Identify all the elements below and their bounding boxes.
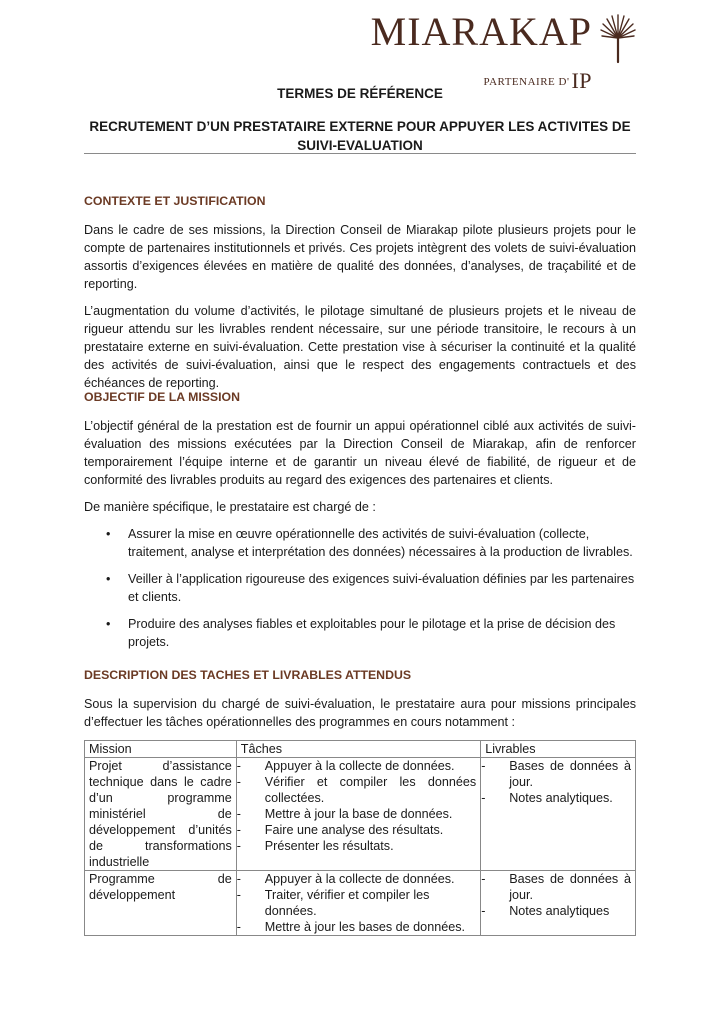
dash-icon: - xyxy=(236,759,241,773)
paragraph: Sous la supervision du chargé de suivi-évaluation, le prestataire aura pour missions principales d’effectuer les tâches opérationnelles des programmes en cours notamment : xyxy=(84,697,636,729)
table-header-row xyxy=(85,741,636,758)
document-subtitle: RECRUTEMENT D’UN PRESTATAIRE EXTERNE POUR APPUYER LES ACTIVITES DE SUIVI-EVALUATION xyxy=(89,119,631,153)
list-item-text: Veiller à l’application rigoureuse des exigences suivi-évaluation définies par les partenaires et clients. xyxy=(128,572,635,604)
mission-cell: Programme de développement xyxy=(85,871,237,936)
task-item xyxy=(236,774,477,806)
list-item-text: Produire des analyses fiables et exploitables pour le pilotage et la prise de décision des projets. xyxy=(128,617,616,649)
miarakap-logo xyxy=(370,9,638,94)
deliverable-item xyxy=(481,871,631,903)
dash-icon: - xyxy=(236,920,241,934)
bullet-icon: • xyxy=(106,617,111,631)
list-item xyxy=(84,615,636,651)
tasks-table xyxy=(84,740,636,936)
dash-icon: - xyxy=(236,775,241,789)
dash-icon: - xyxy=(481,791,486,805)
task-text: Appuyer à la collecte de données. xyxy=(264,759,455,773)
paragraph: L’augmentation du volume d’activités, le pilotage simultané de plusieurs projets et le niveau de rigueur attendu sur les livrables rendent nécessaire, sur une période transitoire, le recours à un prestataire externe en suivi-évaluation. Cette prestation vise à sécuriser la continuité et la qualité des activités de suivi-évaluation, ainsi que le respect des engagements contractuels et des échéances de reporting. xyxy=(84,304,636,390)
section-heading: DESCRIPTION DES TACHES ET LIVRABLES ATTENDUS xyxy=(84,668,412,682)
dash-icon: - xyxy=(481,904,486,918)
task-text: Faire une analyse des résultats. xyxy=(264,823,444,837)
livrables-cell xyxy=(481,758,636,871)
task-text: Mettre à jour la base de données. xyxy=(264,807,453,821)
mission-cell: Projet d’assistance technique dans le cadre d’un programme ministériel de développement d’unités de transformations industrielle xyxy=(85,758,237,871)
paragraph: Dans le cadre de ses missions, la Direction Conseil de Miarakap pilote plusieurs projets pour le compte de partenaires institutionnels et privés. Ces projets intègrent des volets de suivi-évaluation assortis d’exigences élevées en matière de qualité des données, d’analyses, de traçabilité et de reporting. xyxy=(84,223,636,291)
deliverable-text: Bases de données à jour. xyxy=(509,872,631,902)
task-item xyxy=(236,822,476,838)
logo-wordmark: MIARAKAP xyxy=(370,9,592,54)
deliverable-item xyxy=(481,903,631,919)
section-contexte xyxy=(84,192,636,401)
column-header-taches: Tâches xyxy=(236,741,480,758)
bullet-icon: • xyxy=(106,572,111,586)
task-item xyxy=(236,838,476,854)
dash-icon: - xyxy=(236,839,241,853)
task-text: Appuyer à la collecte de données. xyxy=(264,872,455,886)
task-item xyxy=(236,806,476,822)
task-item xyxy=(236,887,476,919)
list-item xyxy=(84,570,636,606)
document-title: TERMES DE RÉFÉRENCE xyxy=(277,86,443,101)
deliverable-item xyxy=(481,758,631,790)
list-item-text: Assurer la mise en œuvre opérationnelle des activités de suivi-évaluation (collecte, traitement, analyse et interprétation des données) nécessaires à la production de livrables. xyxy=(128,527,633,559)
bullet-icon: • xyxy=(106,527,111,541)
task-text: Vérifier et compiler les données collectées. xyxy=(264,775,477,805)
task-text: Présenter les résultats. xyxy=(264,839,394,853)
dash-icon: - xyxy=(481,872,486,886)
section-heading: CONTEXTE ET JUSTIFICATION xyxy=(84,194,266,208)
deliverable-item xyxy=(481,790,631,806)
deliverable-text: Bases de données à jour. xyxy=(509,759,631,789)
list-item xyxy=(84,525,636,561)
paragraph: L’objectif général de la prestation est de fournir un appui opérationnel ciblé aux activités de suivi-évaluation des missions exécutées par la Direction Conseil de Miarakap, afin de renforcer temporairement l’équipe interne et de garantir un niveau élevé de fiabilité, de rigueur et de conformité des livrables produits au regard des exigences des partenaires et clients. xyxy=(84,419,636,487)
logo-tagline-mark: IP xyxy=(571,68,592,93)
task-item xyxy=(236,919,476,935)
paragraph: De manière spécifique, le prestataire est chargé de : xyxy=(84,500,376,514)
task-text: Mettre à jour les bases de données. xyxy=(264,920,466,934)
dash-icon: - xyxy=(236,823,241,837)
logo-tagline-text: PARTENAIRE D' xyxy=(483,76,570,88)
table-row xyxy=(85,758,636,871)
deliverable-text: Notes analytiques. xyxy=(509,791,613,805)
dash-icon: - xyxy=(236,888,241,902)
column-header-livrables: Livrables xyxy=(481,741,636,758)
dash-icon: - xyxy=(236,807,241,821)
objectives-list xyxy=(84,525,636,651)
taches-cell xyxy=(236,758,480,871)
taches-cell xyxy=(236,871,480,936)
palm-tree-icon xyxy=(598,12,638,64)
dash-icon: - xyxy=(236,872,241,886)
section-objectif xyxy=(84,388,636,660)
section-taches xyxy=(84,666,636,936)
section-heading: OBJECTIF DE LA MISSION xyxy=(84,390,240,404)
column-header-mission: Mission xyxy=(85,741,237,758)
livrables-cell xyxy=(481,871,636,936)
task-text: Traiter, vérifier et compiler les données. xyxy=(264,888,430,918)
task-item xyxy=(236,871,476,887)
task-item xyxy=(236,758,476,774)
title-divider xyxy=(84,153,636,154)
deliverable-text: Notes analytiques xyxy=(509,904,610,918)
table-row xyxy=(85,871,636,936)
dash-icon: - xyxy=(481,759,486,773)
